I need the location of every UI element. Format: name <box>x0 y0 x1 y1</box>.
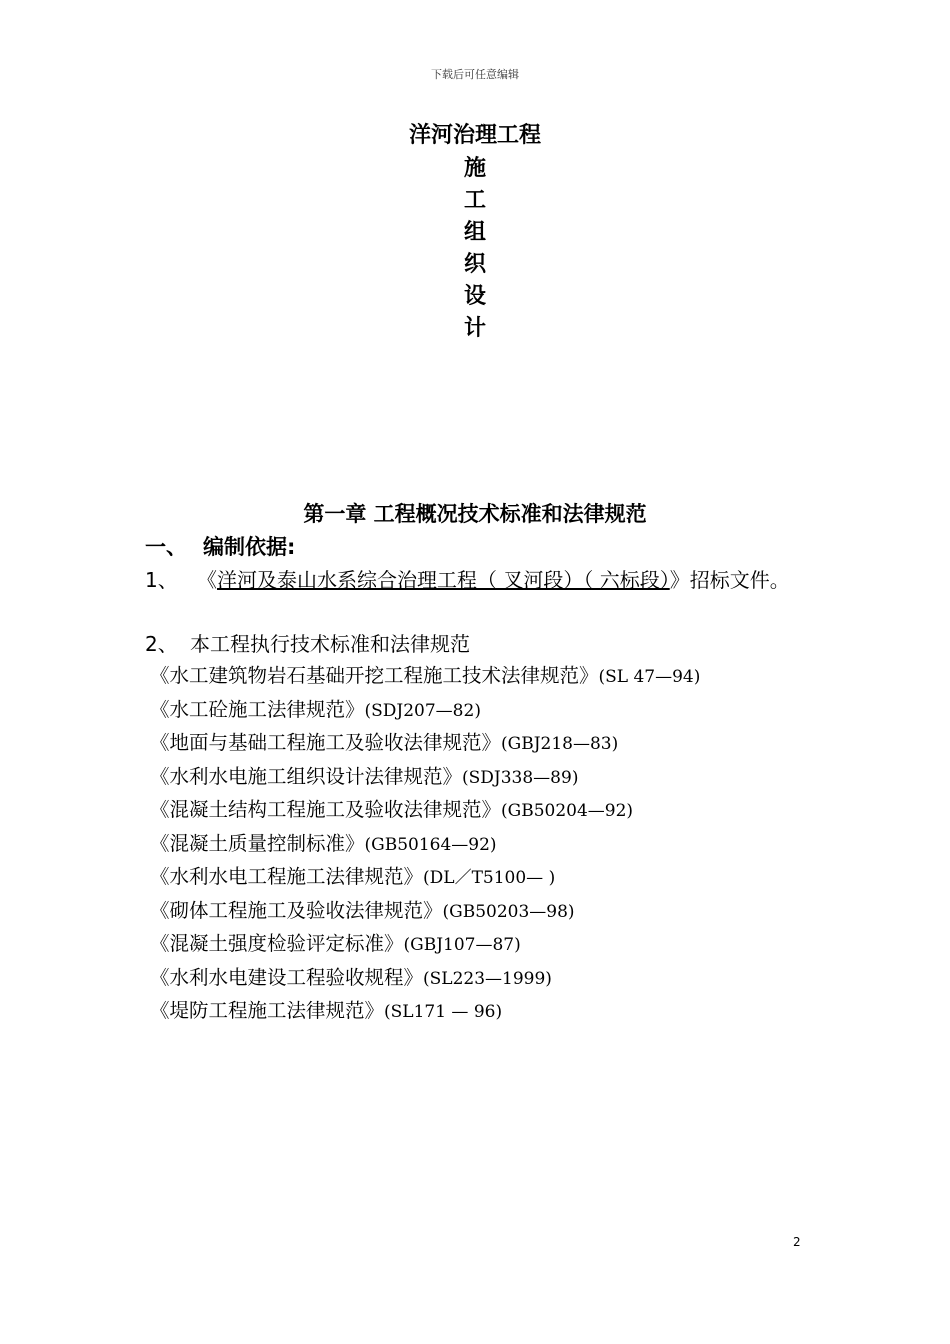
reference-item <box>150 928 830 962</box>
reference-item <box>150 694 830 728</box>
reference-code: (SDJ338—89) <box>462 767 579 788</box>
reference-code: (SL171 — 96) <box>384 1002 503 1022</box>
list-item-standards <box>145 628 815 660</box>
list-item-tender-document <box>145 564 815 596</box>
reference-code: (GBJ218—83) <box>501 734 619 754</box>
quote-open: 《 <box>197 568 217 592</box>
title-char: 设 <box>463 284 486 309</box>
reference-item <box>150 761 830 795</box>
reference-name: 《水工建筑物岩石基础开挖工程施工技术法律规范》 <box>150 664 599 687</box>
reference-code: (GBJ107—87) <box>403 935 521 955</box>
reference-item <box>150 962 830 996</box>
title-char: 施 <box>463 156 486 181</box>
section-heading <box>145 531 295 563</box>
item-number: 1、 <box>145 568 178 592</box>
reference-name: 《堤防工程施工法律规范》 <box>150 999 385 1022</box>
reference-name: 《砌体工程施工及验收法律规范》 <box>150 898 443 922</box>
reference-item <box>150 794 830 828</box>
title-char: 工 <box>463 188 486 213</box>
reference-code: (SL223—1999) <box>423 968 552 989</box>
reference-name: 《混凝土质量控制标准》 <box>150 831 365 855</box>
reference-item <box>150 895 830 929</box>
project-name: 洋河及泰山水系综合治理工程（ 叉河段）（ 六标段） <box>217 568 670 592</box>
chapter-title: 第一章 工程概况技术标准和法律规范 <box>303 502 647 526</box>
reference-item <box>150 995 830 1029</box>
reference-code: (SDJ207—82) <box>364 700 481 721</box>
reference-item <box>150 861 830 895</box>
reference-item <box>150 828 830 862</box>
reference-code: (GB50203—98) <box>442 901 575 922</box>
section-title: 编制依据: <box>203 535 296 559</box>
title-block <box>0 119 950 345</box>
page-number: 2 <box>793 1235 801 1249</box>
reference-name: 《混凝土结构工程施工及验收法律规范》 <box>150 798 502 821</box>
reference-name: 《混凝土强度检验评定标准》 <box>150 932 404 955</box>
reference-list <box>150 660 830 1029</box>
reference-item <box>150 660 830 694</box>
section-number: 一、 <box>145 535 187 559</box>
item-tail: 》招标文件。 <box>669 568 790 592</box>
title-char: 组 <box>463 220 486 245</box>
reference-name: 《水利水电建设工程验收规程》 <box>150 965 424 989</box>
reference-code: (SL 47—94) <box>598 667 701 687</box>
item-number: 2、 <box>145 632 178 656</box>
title-char: 织 <box>463 252 486 277</box>
reference-name: 《水利水电工程施工法律规范》 <box>150 865 424 888</box>
reference-code: (GB50204—92) <box>501 801 634 821</box>
document-title: 洋河治理工程 <box>408 123 541 148</box>
item-text: 本工程执行技术标准和法律规范 <box>190 632 470 656</box>
reference-item <box>150 727 830 761</box>
title-char: 计 <box>463 316 486 341</box>
reference-name: 《水利水电施工组织设计法律规范》 <box>150 764 463 788</box>
reference-name: 《地面与基础工程施工及验收法律规范》 <box>150 731 502 754</box>
reference-name: 《水工砼施工法律规范》 <box>150 697 365 721</box>
reference-code: (GB50164—92) <box>364 834 497 855</box>
reference-code: (DL／T5100— ) <box>423 868 556 888</box>
header-note: 下载后可任意编辑 <box>431 68 519 81</box>
